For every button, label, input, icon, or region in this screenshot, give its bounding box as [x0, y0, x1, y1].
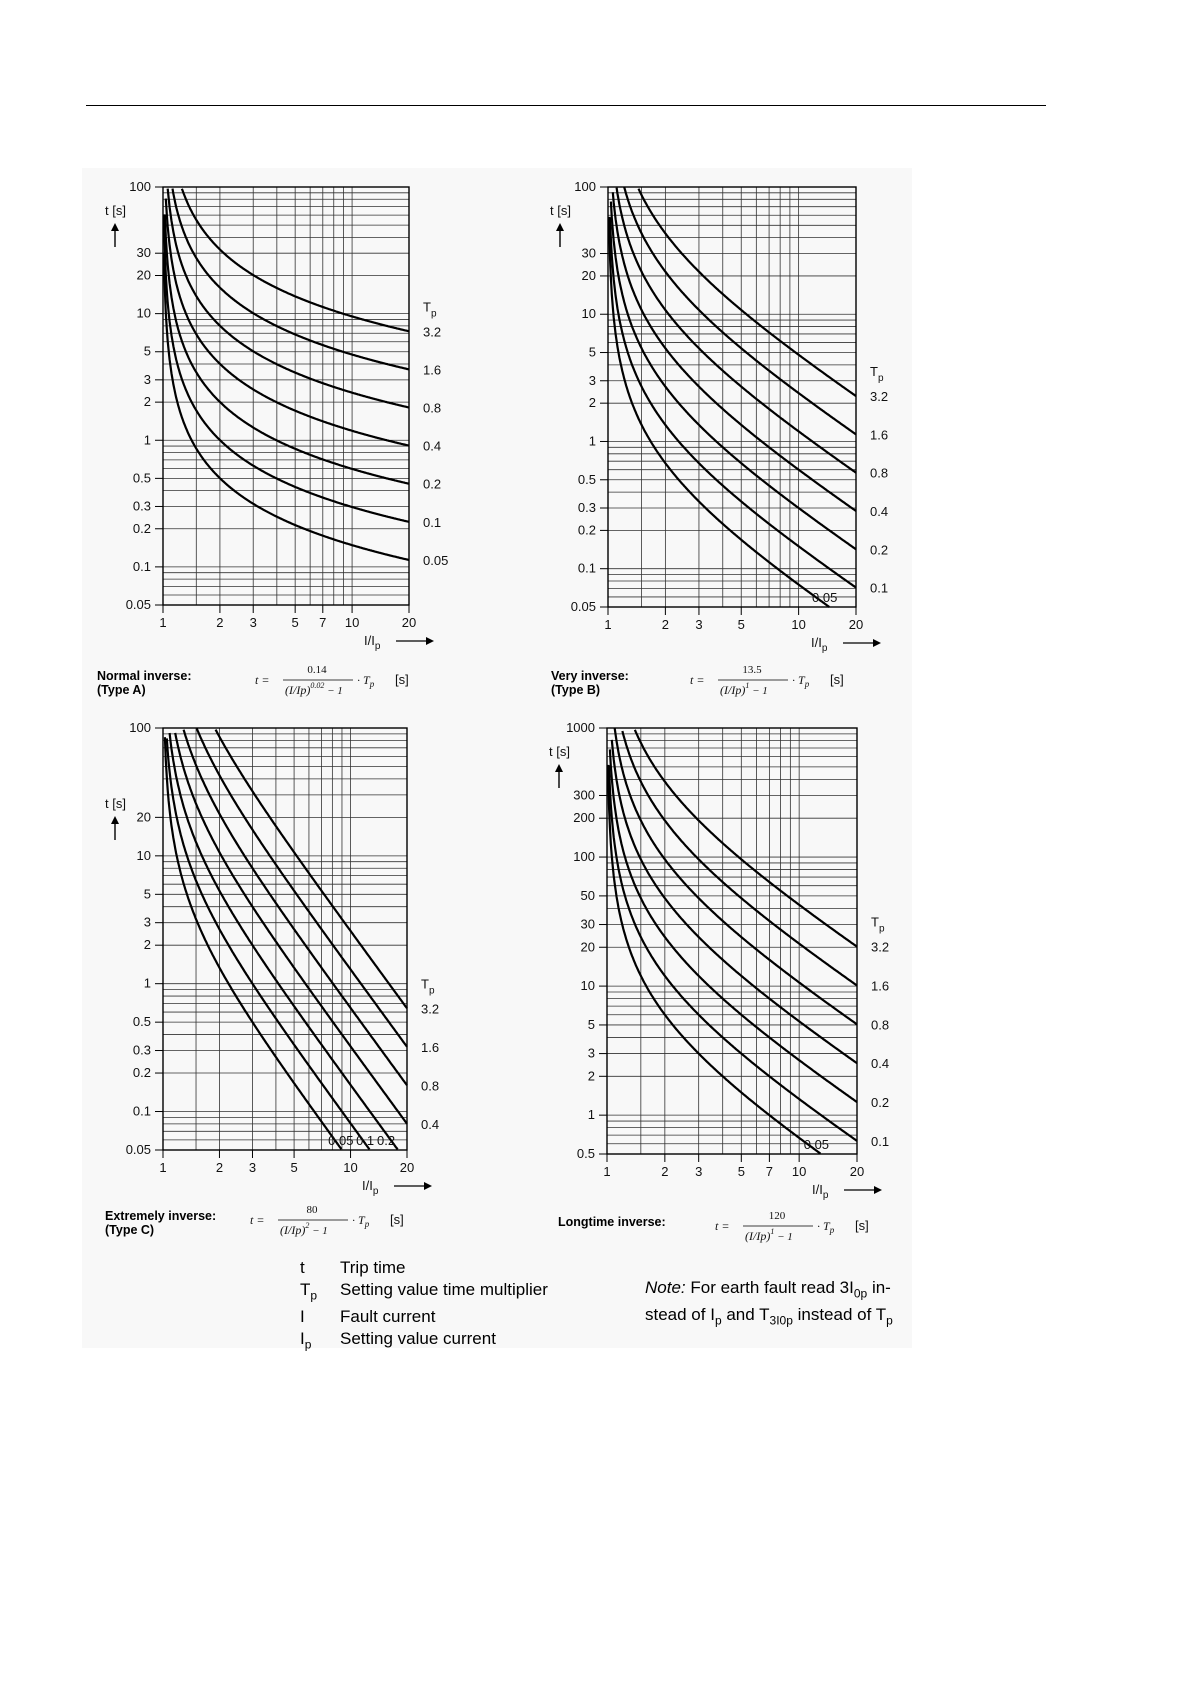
formula-t: t = [690, 673, 705, 687]
x-tick-label: 2 [215, 1160, 224, 1175]
formula-denominator: $(I/Ip)^1 - 1$ [720, 681, 768, 697]
curve-tp-0.05 [609, 217, 829, 607]
chart-normal [97, 179, 448, 697]
y-tick-label: 10 [136, 847, 151, 863]
y-tick-label: 10 [136, 305, 151, 321]
grid [608, 187, 856, 607]
curve-label: 0.2 [870, 542, 889, 558]
curve-label-inside: 0.05 [328, 1133, 354, 1148]
formula-exponent: 2 [305, 1221, 310, 1230]
x-tick-label: 2 [216, 615, 224, 630]
formula-denominator: $(I/Ip)^{0.02} - 1$ [285, 681, 343, 697]
y-tick-label: 300 [573, 787, 595, 803]
x-tick-label: 10 [791, 1164, 807, 1179]
legend-text: Setting value current [340, 1329, 496, 1349]
curve-tp-0.2 [165, 214, 409, 483]
curve-tp-1.6 [173, 189, 410, 370]
chart-subtitle: (Type C) [105, 1223, 155, 1237]
y-tick-label: 1 [143, 432, 151, 448]
y-tick-label: 0.05 [125, 1142, 151, 1157]
series-label: $T_p$ [423, 299, 437, 320]
formula-exponent: 0.02 [310, 681, 325, 690]
formula-t: t = [255, 673, 270, 687]
curve-label: 0.4 [870, 503, 889, 519]
x-axis-label-sub: p [374, 641, 381, 652]
y-tick-label: 1000 [566, 720, 595, 735]
x-tick-label: 5 [737, 1164, 745, 1179]
x-tick-label: 10 [343, 1160, 358, 1175]
legend-row-setting-current [300, 1328, 548, 1355]
x-axis-label-sub: p [822, 1190, 829, 1201]
curve-label-inside: 0.05 [812, 590, 838, 605]
x-tick-label: 20 [401, 615, 417, 630]
y-tick-label: 0.5 [576, 1146, 595, 1161]
x-axis-arrowhead [874, 1186, 882, 1194]
curve-tp-0.8 [184, 730, 407, 1086]
formula-multiplier: · $T_p$ [352, 1213, 370, 1229]
y-axis-label: t [s] [550, 203, 571, 218]
x-tick-label: 2 [661, 1164, 669, 1179]
y-axis-label: t [s] [105, 203, 126, 218]
y-axis-label: t [s] [105, 796, 126, 811]
formula-minus: − 1 [324, 685, 343, 697]
formula-denominator: $(I/Ip)^2 - 1$ [280, 1221, 328, 1237]
curve-label: 0.1 [871, 1133, 890, 1149]
y-tick-label: 20 [581, 267, 596, 283]
series-label-sub: p [428, 985, 435, 997]
curve-label: 3.2 [871, 939, 890, 955]
formula-unit: [s] [855, 1218, 869, 1233]
y-tick-label: 0.2 [132, 520, 151, 536]
y-axis-arrowhead [555, 764, 563, 772]
y-axis-label: t [s] [549, 744, 570, 759]
chart-subtitle: (Type A) [97, 683, 146, 697]
y-tick-label: 20 [136, 267, 151, 283]
y-tick-label: 50 [580, 887, 595, 903]
legend-symbol: t [300, 1258, 305, 1277]
y-tick-label: 1 [588, 433, 596, 449]
curve-tp-0.8 [168, 189, 409, 408]
y-tick-label: 3 [587, 1045, 595, 1061]
legend-text: Fault current [340, 1307, 436, 1327]
formula-unit: [s] [395, 672, 409, 687]
series-label-sub: p [877, 373, 884, 385]
curve-tp-0.2 [610, 749, 857, 1102]
y-tick-label: 100 [574, 179, 596, 194]
y-tick-label: 0.1 [132, 558, 151, 574]
y-tick-label: 2 [143, 937, 151, 953]
y-tick-label: 30 [581, 245, 596, 261]
y-tick-label: 0.1 [132, 1103, 151, 1119]
x-tick-label: 1 [604, 617, 612, 632]
y-tick-label: 5 [587, 1016, 595, 1032]
curve-label: 0.1 [423, 514, 442, 530]
curve-tp-0.05 [165, 737, 341, 1149]
x-axis-label: $I/I_p$ [811, 635, 828, 654]
curve-label: 0.1 [870, 580, 889, 596]
y-tick-label: 0.5 [577, 471, 596, 487]
y-tick-label: 200 [573, 810, 595, 826]
y-tick-label: 0.5 [132, 1014, 151, 1030]
curve-label: 3.2 [423, 324, 442, 340]
formula-exponent: 1 [745, 681, 750, 690]
formula-multiplier: · $T_p$ [817, 1219, 835, 1235]
y-tick-label: 30 [580, 916, 595, 932]
x-tick-label: 5 [290, 1160, 298, 1175]
formula-minus: − 1 [774, 1231, 793, 1243]
curve-label: 0.8 [871, 1017, 890, 1033]
y-tick-label: 5 [588, 344, 596, 360]
y-tick-label: 10 [581, 306, 596, 322]
legend-row-fault-current [300, 1306, 548, 1328]
legend-symbol: $T_p$ [300, 1280, 318, 1303]
x-axis-label-sub: p [372, 1186, 379, 1197]
legend-symbol: $I_p$ [300, 1329, 312, 1352]
curve-tp-0.1 [167, 738, 370, 1149]
grid [163, 187, 409, 605]
x-tick-label: 2 [661, 617, 669, 632]
curve-label-inside: 0.05 [803, 1137, 830, 1152]
y-tick-label: 0.3 [132, 1042, 151, 1058]
curve-label: 1.6 [871, 978, 890, 994]
x-axis-label: $I/I_p$ [362, 1178, 379, 1197]
chart-subtitle: (Type B) [551, 683, 601, 697]
chart-title: Extremely inverse: [105, 1209, 217, 1223]
formula-multiplier-sub: p [364, 1219, 370, 1229]
curve-tp-3.2 [216, 730, 407, 1009]
curve-label: 0.4 [423, 438, 442, 454]
legend-row-time-multiplier [300, 1279, 548, 1306]
legend-row-trip-time [300, 1257, 548, 1279]
curve-tp-0.4 [613, 192, 856, 511]
x-tick-label: 5 [737, 617, 745, 632]
x-tick-label: 5 [291, 615, 299, 630]
formula-multiplier: · $T_p$ [792, 673, 810, 689]
y-tick-label: 0.2 [132, 1065, 151, 1081]
plot-frame [607, 728, 857, 1154]
y-tick-label: 100 [129, 179, 151, 194]
x-tick-label: 20 [849, 1164, 865, 1179]
x-axis-label: $I/I_p$ [364, 633, 381, 652]
chart-title: Normal inverse: [97, 669, 192, 683]
y-tick-label: 3 [588, 372, 596, 388]
grid [607, 728, 857, 1154]
plot-frame [608, 187, 856, 607]
curve-label: 0.4 [421, 1116, 440, 1132]
formula-denominator: $(I/Ip)^1 - 1$ [745, 1227, 793, 1243]
formula-unit: [s] [830, 672, 844, 687]
x-axis-arrowhead [426, 637, 434, 645]
earth-fault-note: Note: For earth fault read $3I_{0p}$ in- stead of $I_p$ and $T_{3I0p}$ instead of $T_p$ [645, 1278, 893, 1328]
y-tick-label: 0.2 [577, 522, 596, 538]
y-tick-label: 10 [580, 978, 595, 994]
curve-label: 3.2 [421, 1001, 440, 1017]
curve-label: 0.2 [423, 476, 442, 492]
x-tick-label: 3 [695, 617, 703, 632]
curve-label: 3.2 [870, 389, 889, 405]
formula-numerator: 80 [306, 1204, 318, 1216]
formula-unit: [s] [390, 1212, 404, 1227]
curve-label: 0.05 [423, 552, 449, 568]
curve-label: 0.8 [423, 400, 442, 416]
y-tick-label: 0.1 [577, 560, 596, 576]
chart-title: Longtime inverse: [558, 1215, 666, 1229]
x-tick-label: 1 [603, 1164, 611, 1179]
y-tick-label: 2 [143, 394, 151, 410]
formula-t: t = [250, 1213, 265, 1227]
x-tick-label: 10 [344, 615, 360, 630]
curve-tp-1.6 [197, 729, 407, 1047]
symbol-legend [300, 1257, 548, 1356]
x-tick-label: 7 [765, 1164, 774, 1179]
curve-label-inside: 0.1 [356, 1133, 375, 1148]
y-axis-arrowhead [111, 816, 119, 824]
formula-multiplier-sub: p [369, 679, 375, 689]
formula-numerator: 0.14 [307, 664, 327, 676]
formula-t: t = [715, 1219, 730, 1233]
formula-multiplier: · $T_p$ [357, 673, 375, 689]
y-tick-label: 20 [580, 939, 595, 955]
x-tick-label: 20 [848, 617, 864, 632]
curve-tp-0.4 [175, 733, 407, 1124]
y-tick-label: 20 [136, 809, 151, 825]
curve-label: 1.6 [423, 362, 442, 378]
y-tick-label: 0.5 [132, 470, 151, 486]
formula-numerator: 13.5 [742, 664, 762, 676]
formula-multiplier-sub: p [829, 1225, 835, 1235]
x-tick-label: 7 [319, 615, 327, 630]
y-tick-label: 0.05 [570, 599, 596, 614]
formula-numerator: 120 [768, 1210, 786, 1222]
grid [163, 728, 407, 1150]
y-tick-label: 0.3 [577, 499, 596, 515]
x-tick-label: 3 [249, 615, 257, 630]
curve-tp-0.05 [608, 765, 821, 1154]
x-axis-label-sub: p [821, 643, 828, 654]
formula-exponent: 1 [770, 1227, 775, 1236]
curve-tp-3.2 [635, 730, 857, 947]
curve-label: 0.4 [871, 1056, 890, 1072]
x-tick-label: 1 [159, 1160, 167, 1175]
y-tick-label: 2 [587, 1068, 595, 1084]
formula-multiplier-sub: p [804, 679, 810, 689]
formula-minus: − 1 [749, 685, 768, 697]
plot-frame [163, 728, 407, 1150]
curve-label: 0.2 [871, 1095, 890, 1111]
curve-label: 0.8 [421, 1078, 440, 1094]
y-tick-label: 0.05 [125, 597, 151, 612]
x-tick-label: 20 [399, 1160, 415, 1175]
y-tick-label: 100 [573, 849, 595, 865]
chart-title: Very inverse: [551, 669, 629, 683]
y-tick-label: 2 [588, 395, 596, 411]
series-label: $T_p$ [870, 364, 884, 385]
chart-very [550, 179, 888, 697]
y-tick-label: 5 [143, 886, 151, 902]
legend-symbol: I [300, 1307, 305, 1327]
y-axis-arrowhead [556, 223, 564, 231]
x-axis-arrowhead [873, 639, 881, 647]
curve-label: 1.6 [421, 1039, 440, 1055]
y-tick-label: 5 [143, 343, 151, 359]
curve-tp-0.2 [170, 733, 398, 1149]
x-tick-label: 3 [248, 1160, 257, 1175]
series-label-sub: p [430, 308, 437, 320]
x-tick-label: 10 [791, 617, 806, 632]
legend-text: Trip time [340, 1258, 406, 1277]
x-axis-arrowhead [424, 1182, 432, 1190]
y-tick-label: 1 [143, 975, 151, 991]
curve-label-inside: 0.2 [377, 1133, 396, 1148]
formula-minus: − 1 [309, 1225, 328, 1237]
series-label: $T_p$ [871, 914, 885, 935]
series-label-sub: p [878, 923, 885, 935]
legend-text: Setting value time multiplier [340, 1280, 548, 1299]
y-tick-label: 1 [587, 1107, 595, 1123]
chart-extremely [105, 720, 439, 1237]
curve-label: 1.6 [870, 427, 889, 443]
x-tick-label: 3 [695, 1164, 703, 1179]
y-tick-label: 3 [143, 371, 151, 387]
y-axis-arrowhead [111, 223, 119, 231]
curve-label: 0.8 [870, 465, 889, 481]
x-tick-label: 1 [159, 615, 167, 630]
y-tick-label: 100 [129, 720, 151, 735]
series-label: $T_p$ [421, 976, 435, 997]
y-tick-label: 3 [143, 914, 151, 930]
x-axis-label: $I/I_p$ [812, 1182, 829, 1201]
chart-longtime [549, 720, 889, 1243]
y-tick-label: 30 [136, 245, 151, 261]
plot-frame [163, 187, 409, 605]
y-tick-label: 0.3 [132, 498, 151, 514]
